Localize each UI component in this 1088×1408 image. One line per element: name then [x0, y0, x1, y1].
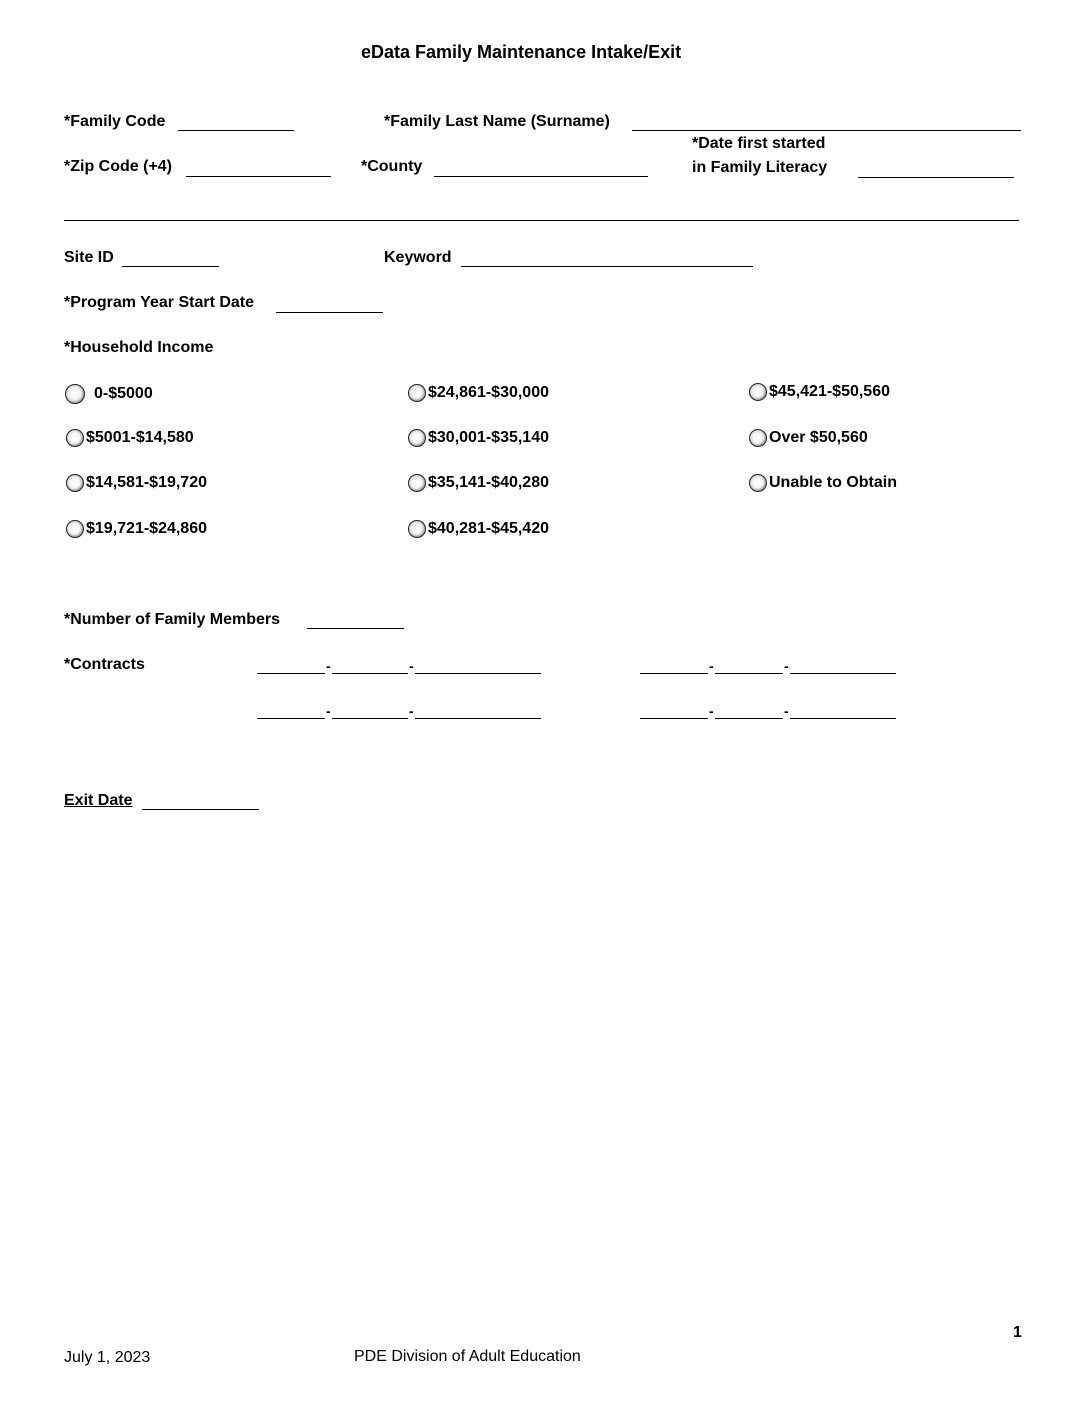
family-members-field[interactable]: [307, 628, 404, 629]
radio-button-icon[interactable]: [408, 520, 426, 538]
income-option[interactable]: [66, 474, 207, 492]
date-started-label-line2: in Family Literacy: [692, 159, 828, 176]
keyword-field[interactable]: [461, 266, 753, 267]
contract-separator: -: [409, 703, 414, 719]
radio-button-icon[interactable]: [66, 520, 84, 538]
radio-button-icon[interactable]: [749, 429, 767, 447]
contract-field-part[interactable]: [790, 718, 896, 719]
income-option[interactable]: [65, 384, 153, 404]
contract-field-part[interactable]: [790, 673, 896, 674]
zip-code-field[interactable]: [186, 176, 331, 177]
radio-button-icon[interactable]: [66, 474, 84, 492]
income-option-label: $14,581-$19,720: [86, 474, 207, 491]
contract-field-part[interactable]: [332, 673, 408, 674]
household-income-label: *Household Income: [64, 339, 214, 356]
family-code-label: *Family Code: [64, 113, 166, 130]
family-last-name-field[interactable]: [632, 130, 1021, 131]
income-option[interactable]: [66, 429, 194, 447]
contract-separator: -: [409, 658, 414, 674]
income-option-label: $40,281-$45,420: [428, 520, 549, 537]
page-number: 1: [1013, 1324, 1022, 1341]
site-id-label: Site ID: [64, 249, 114, 266]
income-option-label: $30,001-$35,140: [428, 429, 549, 446]
contracts-label: *Contracts: [64, 656, 145, 673]
income-option-label: $19,721-$24,860: [86, 520, 207, 537]
program-year-start-field[interactable]: [276, 312, 383, 313]
exit-date-label: Exit Date: [64, 792, 133, 809]
contract-separator: -: [709, 703, 714, 719]
radio-button-icon[interactable]: [66, 429, 84, 447]
radio-button-icon[interactable]: [749, 383, 767, 401]
income-option-label: 0-$5000: [94, 385, 153, 402]
county-field[interactable]: [434, 176, 648, 177]
income-option[interactable]: [408, 474, 549, 492]
income-option-label: Over $50,560: [769, 429, 868, 446]
contract-field-part[interactable]: [640, 673, 708, 674]
keyword-label: Keyword: [384, 249, 452, 266]
contract-field-part[interactable]: [332, 718, 408, 719]
radio-button-icon[interactable]: [749, 474, 767, 492]
contract-field-part[interactable]: [640, 718, 708, 719]
contract-separator: -: [326, 703, 331, 719]
income-option[interactable]: [408, 429, 549, 447]
contract-separator: -: [326, 658, 331, 674]
site-id-field[interactable]: [122, 266, 219, 267]
income-option[interactable]: [66, 520, 207, 538]
form-title: eData Family Maintenance Intake/Exit: [361, 42, 682, 62]
income-option-label: $35,141-$40,280: [428, 474, 549, 491]
footer-date: July 1, 2023: [64, 1349, 151, 1366]
contract-field-part[interactable]: [715, 718, 783, 719]
income-option[interactable]: [408, 520, 549, 538]
family-code-field[interactable]: [178, 130, 294, 131]
contract-separator: -: [784, 703, 789, 719]
date-started-field[interactable]: [858, 177, 1014, 178]
footer-organization: PDE Division of Adult Education: [354, 1348, 581, 1365]
contract-field-part[interactable]: [415, 718, 541, 719]
zip-code-label: *Zip Code (+4): [64, 158, 173, 175]
radio-button-icon[interactable]: [408, 384, 426, 402]
income-option-label: $24,861-$30,000: [428, 384, 549, 401]
family-last-name-label: *Family Last Name (Surname): [384, 113, 610, 130]
section-divider: [64, 220, 1019, 221]
radio-button-icon[interactable]: [408, 429, 426, 447]
contract-field-part[interactable]: [257, 673, 325, 674]
exit-date-field[interactable]: [142, 809, 259, 810]
contract-separator: -: [709, 658, 714, 674]
income-option[interactable]: [408, 384, 549, 402]
income-option[interactable]: [749, 383, 890, 401]
program-year-start-label: *Program Year Start Date: [64, 294, 255, 311]
income-option-label: Unable to Obtain: [769, 474, 897, 491]
income-option-label: $5001-$14,580: [86, 429, 194, 446]
contract-separator: -: [784, 658, 789, 674]
income-option-label: $45,421-$50,560: [769, 383, 890, 400]
radio-button-icon[interactable]: [408, 474, 426, 492]
contract-field-part[interactable]: [415, 673, 541, 674]
family-members-label: *Number of Family Members: [64, 611, 281, 628]
contract-field-part[interactable]: [715, 673, 783, 674]
radio-button-icon[interactable]: [65, 384, 85, 404]
income-option[interactable]: [749, 474, 897, 492]
contract-field-part[interactable]: [257, 718, 325, 719]
income-option[interactable]: [749, 429, 868, 447]
date-started-label-line1: *Date first started: [692, 135, 826, 152]
county-label: *County: [361, 158, 423, 175]
